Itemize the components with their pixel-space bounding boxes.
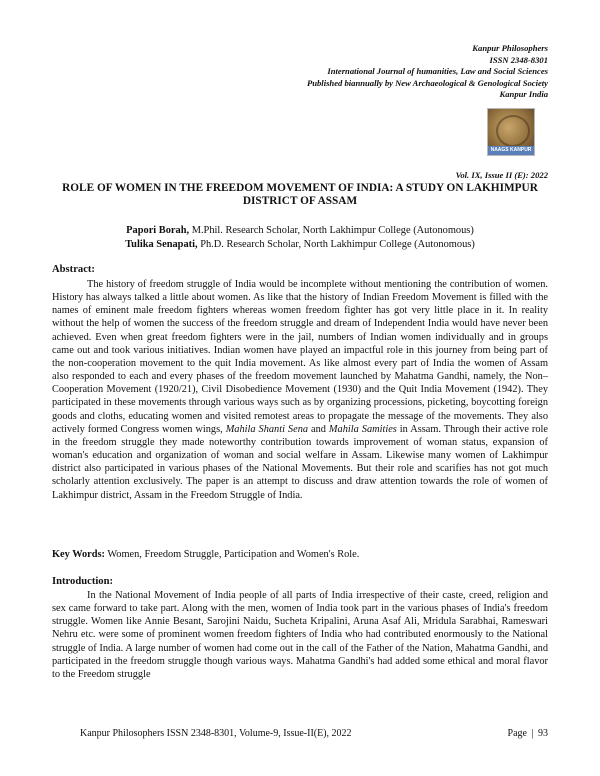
journal-masthead <box>218 43 548 101</box>
author-name: Tulika Senapati, <box>125 239 198 250</box>
footer-citation: Kanpur Philosophers ISSN 2348-8301, Volume-9, Issue-II(E), 2022 <box>80 728 352 739</box>
page-number <box>508 728 548 739</box>
page-separator: | <box>531 728 534 739</box>
journal-name: Kanpur Philosophers <box>472 43 548 53</box>
abstract-body <box>52 278 548 502</box>
author-2 <box>60 238 540 252</box>
journal-subtitle: International Journal of humanities, Law and Social Sciences <box>327 66 548 76</box>
keywords-label: Key Words: <box>52 549 105 560</box>
page-number-value: 93 <box>538 728 548 739</box>
journal-issn: ISSN 2348-8301 <box>489 54 548 65</box>
abstract-text: The history of freedom struggle of India would be incomplete without mentioning the contribution of women. History has always talked a little about women. As like that the history of Indian Freedom Movement is filled with the names of eminent male freedom fighters whereas women freedom fighter has got very little place in it. In reality without the help of women the success of the freedom struggle and dream of Independent India would have never been achieved. Even when great freedom fighters were in the jail, numbers of Indian women individually and in groups came out and took various initiatives. Indian women have played an impactful role in this journey from being part of the non-cooperation movement to the quit India movement. As like almost every part of India the women of Assam also responded to each and every phases of the freedom movement launched by Mahatma Gandhi, namely, the Non–Cooperation Movement (1920/21), Civil Disobedience Movement (1930) and the Quit India Movement (1942). They participated in these movements through various ways such as by organizing processions, picketing, boycotting foreign goods and cloths, educating women and visited remotest areas to propagate the message of the movements. They also actively formed Congress women wings, <box>52 279 548 435</box>
society-logo <box>487 108 535 156</box>
author-1 <box>60 224 540 238</box>
introduction-body: In the National Movement of India people of all parts of India irrespective of their caste, creed, religion and sex came forward to take part. Along with the men, women of India took part in the various phases of India's freedom struggle. Women like Annie Besant, Sarojini Naidu, Sucheta Kripalini, Aruna Asaf Ali, Mridula Sarabhai, Rameswari Nehru etc. were some of prominent women freedom fighters of India who had contributed enormously to the National struggle of India. A large number of women had come out in the call of the Father of the Nation, Mahatma Gandhi, and participated in the freedom struggle though various ways. Mahatma Gandhi's had added some ethical and moral flavor to the Freedom struggle <box>52 590 548 680</box>
author-list <box>60 224 540 252</box>
introduction-heading: Introduction: <box>52 576 114 587</box>
seal-icon <box>496 115 530 147</box>
keywords-text: Women, Freedom Struggle, Participation and Women's Role. <box>104 549 360 560</box>
paper-title: ROLE OF WOMEN IN THE FREEDOM MOVEMENT OF INDIA: A STUDY ON LAKHIMPUR DISTRICT OF ASSAM <box>62 182 538 207</box>
author-name: Papori Borah, <box>126 225 190 236</box>
journal-publisher: Published biannually by New Archaeological & Genological Society <box>306 77 548 88</box>
abstract-term: Mahila Samities <box>328 423 397 435</box>
author-affiliation: M.Phil. Research Scholar, North Lakhimpur College (Autonomous) <box>189 225 474 236</box>
page-label: Page <box>507 728 527 739</box>
abstract-text: and <box>308 423 329 435</box>
abstract-text: in Assam. Through their active role in the freedom struggle they made noteworthy contribution towards improvement of woman status, expansion of woman's education and organization of woman and social welfare in Assam. Likewise many women of Lakhimpur district also participated in various phases of the National Movements. But their role and scarifies has not got much scholarly attention exclusively. The paper is an attempt to discuss and draw attention towards the role of women of Lakhimpur district, Assam in the Freedom Struggle of India. <box>52 423 548 501</box>
abstract-heading: Abstract: <box>52 264 95 275</box>
logo-caption: NAAGS KANPUR <box>488 146 534 155</box>
journal-location: Kanpur India <box>499 89 548 99</box>
abstract-term: Mahila Shanti Sena <box>225 423 309 435</box>
volume-issue: Vol. IX, Issue II (E): 2022 <box>455 170 548 180</box>
author-affiliation: Ph.D. Research Scholar, North Lakhimpur College (Autonomous) <box>197 239 475 250</box>
keywords <box>52 549 548 560</box>
